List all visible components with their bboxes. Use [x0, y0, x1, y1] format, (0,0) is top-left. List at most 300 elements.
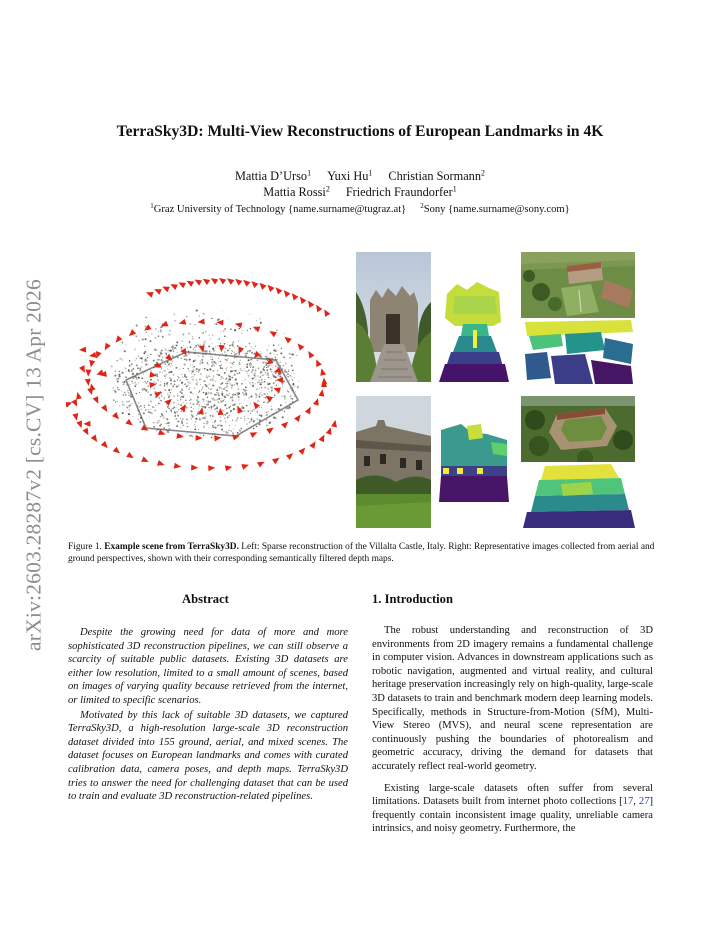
point	[224, 343, 226, 345]
point	[206, 400, 207, 401]
camera-frustum	[319, 433, 327, 442]
camera-frustum	[272, 455, 281, 464]
point	[237, 352, 238, 353]
point	[208, 345, 210, 347]
point	[241, 370, 242, 371]
point	[246, 371, 247, 372]
point	[239, 363, 241, 365]
point	[266, 422, 267, 423]
point	[224, 328, 226, 330]
point	[248, 375, 250, 377]
point	[155, 410, 156, 411]
point	[162, 357, 164, 359]
camera-frustum	[145, 290, 154, 298]
camera-frustum	[209, 276, 218, 285]
camera-frustum	[193, 277, 202, 286]
point	[128, 388, 129, 389]
point	[174, 314, 176, 316]
point	[166, 405, 167, 406]
point	[139, 392, 140, 393]
point	[221, 429, 223, 431]
point	[295, 351, 296, 352]
author-3: Christian Sormann	[388, 169, 481, 183]
point	[165, 418, 167, 420]
point	[193, 366, 195, 368]
point	[272, 374, 274, 376]
camera-frustum	[306, 299, 315, 308]
point	[185, 383, 186, 384]
point	[176, 411, 177, 412]
point	[259, 407, 260, 408]
point	[199, 344, 200, 345]
point	[213, 350, 215, 352]
point	[160, 401, 161, 402]
point	[113, 376, 114, 377]
point	[204, 368, 206, 370]
point	[171, 389, 172, 390]
point	[230, 398, 231, 399]
point	[208, 388, 209, 389]
point	[159, 355, 161, 357]
point	[132, 373, 134, 375]
point	[198, 370, 200, 372]
point	[113, 390, 114, 391]
point	[281, 382, 282, 383]
point	[181, 349, 183, 351]
citation-27[interactable]: 27	[638, 796, 650, 808]
point	[178, 400, 179, 401]
point	[284, 333, 285, 334]
point	[232, 420, 233, 421]
camera-frustum	[286, 451, 295, 460]
point	[198, 408, 199, 409]
point	[208, 401, 210, 403]
point	[166, 423, 167, 424]
point	[225, 397, 226, 398]
point	[222, 400, 224, 402]
point	[231, 363, 232, 364]
point	[213, 399, 215, 401]
point	[154, 349, 156, 351]
point	[119, 358, 121, 360]
point	[138, 402, 140, 404]
point	[227, 367, 228, 368]
camera-frustum	[225, 276, 234, 285]
point	[228, 395, 229, 396]
camera-frustum	[165, 397, 174, 406]
point	[277, 354, 278, 355]
point	[204, 403, 205, 404]
point	[256, 411, 258, 413]
point	[128, 395, 129, 396]
point	[231, 370, 233, 372]
point	[255, 369, 256, 370]
point	[252, 378, 254, 380]
camera-frustum	[305, 405, 314, 414]
point	[215, 400, 216, 401]
point	[268, 389, 269, 390]
point	[156, 350, 157, 351]
point	[288, 391, 289, 392]
point	[197, 368, 198, 369]
point	[199, 391, 201, 393]
camera-frustum	[191, 465, 198, 471]
camera-frustum	[249, 279, 258, 288]
point	[298, 381, 299, 382]
point	[270, 378, 271, 379]
point	[292, 354, 294, 356]
point	[177, 421, 179, 423]
camera-frustum	[306, 349, 315, 358]
point	[202, 356, 204, 358]
point	[250, 395, 252, 397]
point	[216, 399, 218, 401]
point	[224, 351, 225, 352]
point	[164, 384, 166, 386]
camera-frustum	[88, 352, 96, 359]
point	[285, 402, 286, 403]
point	[145, 358, 147, 360]
point	[129, 361, 130, 362]
point	[268, 375, 269, 376]
camera-frustum	[331, 419, 338, 427]
point	[227, 337, 228, 338]
point	[115, 390, 116, 391]
point	[194, 347, 195, 348]
point	[279, 376, 281, 378]
point	[276, 363, 277, 364]
point	[166, 411, 167, 412]
point	[207, 406, 208, 407]
point	[213, 376, 214, 377]
point	[274, 354, 275, 355]
point	[194, 374, 195, 375]
point	[229, 393, 230, 394]
point	[191, 373, 192, 374]
point	[132, 368, 134, 370]
point	[225, 421, 226, 422]
point	[150, 354, 151, 355]
point	[202, 332, 204, 334]
point	[212, 343, 213, 344]
point	[227, 412, 228, 413]
point	[184, 374, 186, 376]
point	[238, 396, 240, 398]
point	[223, 330, 225, 332]
point	[212, 334, 213, 335]
point	[117, 401, 118, 402]
point	[265, 414, 267, 416]
point	[129, 384, 130, 385]
point	[223, 431, 224, 432]
point	[169, 377, 171, 379]
point	[156, 421, 158, 423]
point	[124, 405, 125, 406]
point	[236, 353, 238, 355]
point	[114, 375, 116, 377]
point	[179, 379, 181, 381]
point	[214, 426, 215, 427]
camera-frustum	[85, 379, 92, 387]
point	[122, 401, 124, 403]
point	[260, 351, 261, 352]
point	[189, 371, 190, 372]
point	[265, 362, 266, 363]
point	[118, 374, 120, 376]
point	[196, 371, 197, 372]
point	[267, 382, 268, 383]
point	[151, 333, 152, 334]
point	[286, 375, 287, 376]
point	[195, 345, 197, 347]
point	[270, 387, 272, 389]
point	[166, 383, 168, 385]
point	[265, 374, 266, 375]
point	[275, 349, 276, 350]
point	[122, 359, 123, 360]
sparse-reconstruction-figure	[66, 260, 342, 480]
point	[180, 397, 181, 398]
point	[168, 408, 170, 410]
point	[210, 389, 211, 390]
point	[163, 417, 165, 419]
point	[123, 383, 125, 385]
point	[225, 404, 227, 406]
point	[181, 422, 183, 424]
camera-frustum	[82, 428, 91, 437]
point	[193, 349, 194, 350]
point	[191, 414, 193, 416]
point	[140, 405, 142, 407]
point	[277, 359, 278, 360]
point	[168, 364, 170, 366]
point	[264, 381, 266, 383]
point	[192, 367, 193, 368]
camera-frustum	[250, 430, 259, 438]
point	[203, 343, 205, 345]
point	[180, 399, 181, 400]
point	[212, 425, 213, 426]
aerial-image-castle-grounds	[521, 396, 635, 462]
point	[117, 381, 119, 383]
camera-frustum	[241, 278, 250, 287]
camera-frustum	[297, 295, 306, 304]
point	[147, 355, 148, 356]
point	[250, 384, 252, 386]
point	[127, 390, 129, 392]
point	[196, 310, 198, 312]
point	[186, 419, 188, 421]
point	[281, 348, 282, 349]
point	[284, 369, 286, 371]
point	[209, 368, 211, 370]
point	[199, 406, 200, 407]
point	[125, 376, 126, 377]
point	[226, 362, 227, 363]
point	[141, 361, 143, 363]
point	[173, 374, 175, 376]
point	[212, 427, 214, 429]
author-1: Mattia D’Urso	[235, 169, 308, 183]
point	[235, 370, 237, 372]
point	[220, 400, 222, 402]
point	[175, 367, 177, 369]
point	[235, 425, 236, 426]
point	[292, 369, 294, 371]
point	[251, 410, 252, 411]
point	[132, 383, 133, 384]
point	[283, 357, 285, 359]
point	[172, 348, 174, 350]
camera-frustum	[295, 341, 304, 350]
point	[234, 373, 235, 374]
point	[129, 365, 131, 367]
camera-frustum	[112, 412, 121, 421]
point	[263, 368, 264, 369]
point	[224, 417, 225, 418]
camera-frustum	[127, 329, 136, 338]
point	[255, 376, 256, 377]
point	[169, 394, 170, 395]
camera-frustum	[161, 284, 170, 292]
point	[236, 382, 237, 383]
point	[159, 397, 160, 398]
point	[226, 394, 228, 396]
point	[253, 428, 254, 429]
point	[250, 410, 251, 411]
point	[205, 331, 206, 332]
point	[259, 318, 260, 319]
point	[156, 430, 158, 432]
point	[203, 392, 204, 393]
point	[196, 404, 197, 405]
point	[205, 393, 207, 395]
point	[186, 379, 188, 381]
point	[153, 426, 155, 428]
point	[203, 435, 204, 436]
point	[262, 362, 264, 364]
point	[138, 356, 139, 357]
figure-label: Figure 1.	[68, 542, 102, 552]
depth-map-villa	[437, 420, 512, 502]
point	[196, 394, 197, 395]
point	[257, 375, 258, 376]
point	[217, 345, 218, 346]
point	[209, 401, 211, 403]
point	[239, 403, 240, 404]
point	[283, 382, 284, 383]
point	[181, 403, 182, 404]
point	[197, 403, 199, 405]
point	[144, 405, 145, 406]
point	[141, 358, 142, 359]
point	[155, 337, 156, 338]
point	[166, 366, 167, 367]
point	[189, 359, 191, 361]
point	[261, 382, 262, 383]
point	[268, 377, 270, 379]
point	[210, 392, 212, 394]
point	[186, 316, 188, 318]
point	[208, 407, 210, 409]
point	[231, 344, 232, 345]
point	[202, 417, 203, 418]
point	[187, 368, 189, 370]
point	[135, 335, 137, 337]
point	[189, 402, 191, 404]
camera-frustum	[74, 391, 82, 399]
point	[259, 394, 260, 395]
point	[149, 416, 150, 417]
point	[143, 374, 144, 375]
point	[243, 410, 244, 411]
point	[177, 379, 178, 380]
point	[204, 423, 205, 424]
point	[291, 376, 292, 377]
point	[249, 382, 251, 384]
point	[122, 412, 124, 414]
point	[195, 350, 196, 351]
point	[206, 385, 208, 387]
point	[259, 379, 261, 381]
point	[238, 370, 239, 371]
point	[182, 334, 184, 336]
point	[261, 356, 262, 357]
point	[174, 415, 176, 417]
point	[200, 384, 201, 385]
point	[138, 377, 140, 379]
point	[128, 392, 130, 394]
point	[129, 409, 130, 410]
point	[222, 409, 224, 411]
point	[199, 369, 200, 370]
point	[258, 368, 259, 369]
point	[192, 379, 194, 381]
point	[218, 394, 220, 396]
citation-17[interactable]: 17	[622, 796, 634, 808]
point	[236, 395, 237, 396]
point	[173, 406, 175, 408]
camera-frustum	[276, 377, 283, 383]
point	[216, 388, 217, 389]
point	[245, 355, 247, 357]
point	[119, 405, 120, 406]
point	[262, 374, 264, 376]
point	[216, 374, 218, 376]
point	[161, 350, 163, 352]
point	[224, 347, 225, 348]
abstract-body	[68, 626, 348, 804]
point	[221, 398, 222, 399]
point	[197, 344, 198, 345]
point	[193, 408, 194, 409]
point	[224, 387, 225, 388]
camera-frustum	[176, 433, 184, 440]
point	[207, 396, 208, 397]
point	[278, 408, 280, 410]
point	[252, 385, 254, 387]
point	[247, 350, 248, 351]
point	[229, 348, 230, 349]
point	[257, 401, 259, 403]
point	[177, 415, 179, 417]
point	[214, 405, 215, 406]
point	[112, 387, 114, 389]
point	[215, 381, 216, 382]
point	[158, 403, 160, 405]
point	[148, 404, 150, 406]
point	[292, 398, 294, 400]
